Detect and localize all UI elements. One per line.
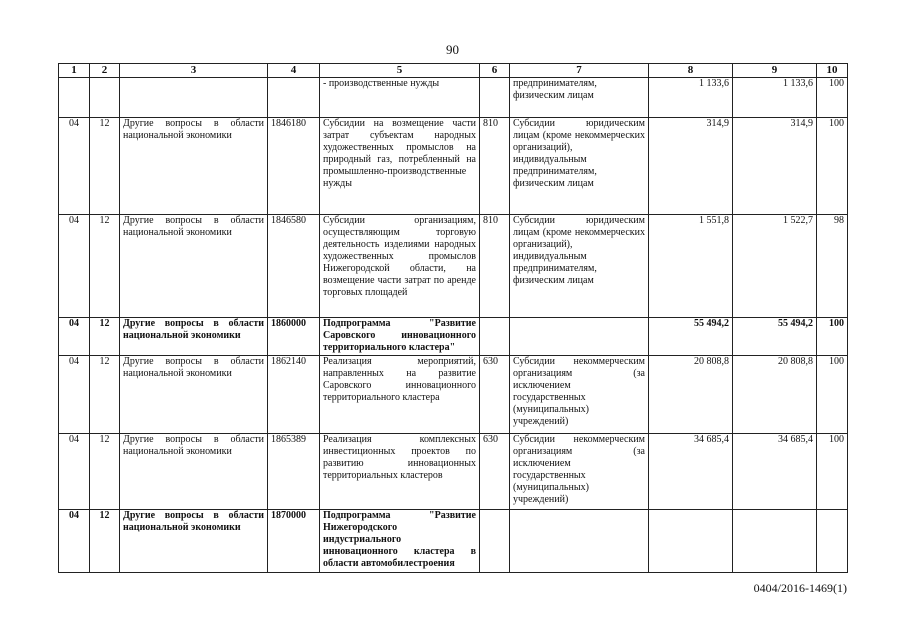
cell-plan: 34 685,4 [649,434,733,510]
cell-section: 04 [59,356,90,434]
cell-subsection: 12 [90,215,120,318]
table-row [59,215,848,318]
cell-target-name: Реализация мероприятий, направленных на развитие Саровского инновационного территориального кластера [320,356,480,434]
cell-expense-type: 630 [480,356,510,434]
column-header: 1 [59,64,90,78]
cell-target-code: 1865389 [268,434,320,510]
cell-target-code: 1862140 [268,356,320,434]
cell-percent: 100 [817,78,848,118]
cell-fact: 55 494,2 [733,318,817,356]
column-header: 8 [649,64,733,78]
budget-table [58,63,848,573]
cell-section-name: Другие вопросы в области национальной экономики [120,510,268,573]
cell-section-name: Другие вопросы в области национальной экономики [120,118,268,215]
cell-section-name: Другие вопросы в области национальной экономики [120,318,268,356]
cell-expense-name [510,318,649,356]
table-row [59,118,848,215]
cell-target-code: 1860000 [268,318,320,356]
cell-target-name: - производственные нужды [320,78,480,118]
cell-expense-type: 810 [480,118,510,215]
cell-expense-type [480,78,510,118]
table-row [59,78,848,118]
cell-expense-name: предпринимателям, физическим лицам [510,78,649,118]
cell-section: 04 [59,215,90,318]
cell-plan: 1 133,6 [649,78,733,118]
cell-fact: 20 808,8 [733,356,817,434]
cell-section-name: Другие вопросы в области национальной экономики [120,356,268,434]
cell-expense-name [510,510,649,573]
cell-percent [817,510,848,573]
page-number: 90 [446,42,459,57]
cell-fact: 314,9 [733,118,817,215]
cell-target-name: Субсидии на возмещение части затрат субъектам народных художественных промыслов на природный газ, потребленный на промышленно-производственные нужды [320,118,480,215]
cell-section: 04 [59,318,90,356]
column-header: 2 [90,64,120,78]
cell-percent: 100 [817,356,848,434]
cell-percent: 98 [817,215,848,318]
cell-fact [733,510,817,573]
cell-subsection: 12 [90,318,120,356]
cell-section: 04 [59,510,90,573]
cell-target-name: Подпрограмма "Развитие Саровского инновационного территориального кластера" [320,318,480,356]
header-row [59,64,848,78]
cell-percent: 100 [817,118,848,215]
cell-expense-type: 810 [480,215,510,318]
cell-expense-name: Субсидии юридическим лицам (кроме некоммерческих организаций), индивидуальным предпринимателям, физическим лицам [510,118,649,215]
cell-expense-type: 630 [480,434,510,510]
cell-plan: 20 808,8 [649,356,733,434]
cell-percent: 100 [817,434,848,510]
cell-section-name [120,78,268,118]
cell-plan: 314,9 [649,118,733,215]
cell-section: 04 [59,118,90,215]
cell-plan: 55 494,2 [649,318,733,356]
cell-fact: 1 133,6 [733,78,817,118]
table-row [59,356,848,434]
document-code: 0404/2016-1469(1) [753,581,847,595]
column-header: 3 [120,64,268,78]
cell-subsection: 12 [90,434,120,510]
column-header: 5 [320,64,480,78]
cell-target-name: Подпрограмма "Развитие Нижегородского индустриального инновационного кластера в области автомобилестроения [320,510,480,573]
cell-fact: 34 685,4 [733,434,817,510]
cell-section: 04 [59,434,90,510]
cell-subsection: 12 [90,118,120,215]
column-header: 4 [268,64,320,78]
cell-target-code: 1846580 [268,215,320,318]
cell-expense-type [480,510,510,573]
cell-target-name: Субсидии организациям, осуществляющим торговую деятельность изделиями народных художественных промыслов Нижегородской области, на возмещение части затрат по аренде торговых площадей [320,215,480,318]
cell-plan: 1 551,8 [649,215,733,318]
cell-section-name: Другие вопросы в области национальной экономики [120,215,268,318]
cell-expense-name: Субсидии некоммерческим организациям (за исключением государственных (муниципальных) учреждений) [510,356,649,434]
cell-subsection [90,78,120,118]
column-header: 7 [510,64,649,78]
cell-target-code: 1846180 [268,118,320,215]
column-header: 10 [817,64,848,78]
cell-percent: 100 [817,318,848,356]
column-header: 9 [733,64,817,78]
cell-expense-name: Субсидии юридическим лицам (кроме некоммерческих организаций), индивидуальным предпринимателям, физическим лицам [510,215,649,318]
table-row [59,318,848,356]
column-header: 6 [480,64,510,78]
cell-target-code [268,78,320,118]
table-row [59,434,848,510]
cell-fact: 1 522,7 [733,215,817,318]
table-row [59,510,848,573]
cell-subsection: 12 [90,356,120,434]
cell-target-name: Реализация комплексных инвестиционных проектов по развитию инновационных территориальных кластеров [320,434,480,510]
cell-plan [649,510,733,573]
cell-section-name: Другие вопросы в области национальной экономики [120,434,268,510]
cell-section [59,78,90,118]
cell-expense-name: Субсидии некоммерческим организациям (за исключением государственных (муниципальных) учреждений) [510,434,649,510]
cell-expense-type [480,318,510,356]
cell-subsection: 12 [90,510,120,573]
cell-target-code: 1870000 [268,510,320,573]
